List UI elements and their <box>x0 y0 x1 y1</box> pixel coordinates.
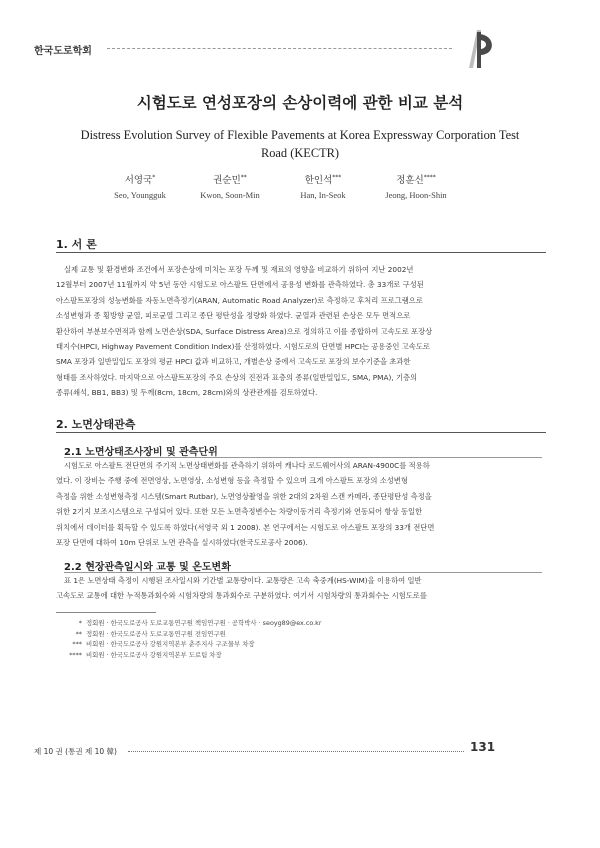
author-name-en: Jeong, Hoon-Shin <box>385 190 447 200</box>
text-line: 시험도로 아스팔트 전단면의 주기적 노면상태변화를 관측하기 위하여 캐나다 로드웨어사의 ARAN-4900C를 적용하 <box>64 461 430 470</box>
section-rule <box>56 252 546 253</box>
journal-logo-icon <box>455 28 497 70</box>
page-number: 131 <box>470 740 496 754</box>
text-line: 였다. 이 장비는 주행 중에 전면영상, 노면영상, 소성변형 등을 측정할 수 있으며 크게 아스팔트 포장의 소성변형 <box>56 476 408 486</box>
subsection1-paragraph <box>56 458 546 550</box>
text-line: 측정을 위한 소성변형측정 시스템(Smart Rutbar), 노면영상촬영을 위한 2대의 2차원 스캔 카메라, 종단평탄성 측정을 <box>56 491 432 501</box>
footnotes <box>60 618 322 660</box>
author-name-ko: 한인석 <box>304 175 333 186</box>
author-name-en: Kwon, Soon-Min <box>200 190 260 200</box>
author-4 <box>356 172 476 200</box>
footnote-text: 정회원 · 한국도로공사 도로교통연구원 전임연구원 <box>86 629 226 638</box>
paper-title-en <box>50 126 550 162</box>
subsection-heading-equipment: 2.1 노면상태조사장비 및 관측단위 <box>64 447 218 458</box>
text-line: 위치에서 데이터를 획득할 수 있도록 하였다(서영국 외 1 2008). 본 연구에서는 시험도로 아스팔트 포장의 33개 전단면 <box>56 522 435 532</box>
title-en-line: Road (KECTR) <box>260 146 340 160</box>
text-line: 고속도로 교통에 대한 누적통과회수와 시험차량의 통과회수로 구분하였다. 여기서 시험차량의 통과회수는 시험도로를 <box>56 591 427 601</box>
section-heading-surface-survey: 2. 노면상태관측 <box>56 418 136 431</box>
footnote-mark: **** <box>69 650 82 659</box>
paper-title-ko: 시험도로 연성포장의 손상이력에 관한 비교 분석 <box>136 94 464 112</box>
text-line: 표 1은 노면상태 측정이 시행된 조사일시와 기간별 교통량이다. 교통량은 고속 축중계(HS-WIM)을 이용하여 일반 <box>64 576 422 585</box>
footer-rule <box>128 751 464 752</box>
section-rule <box>56 432 546 433</box>
footnote-mark: * <box>78 619 82 627</box>
author-mark: * <box>152 173 156 181</box>
text-line: 소성변형과 종 횡방향 균열, 피로균열 그리고 종단 평탄성을 정량화 하였다. 균열과 관련된 손상은 모두 면적으로 <box>56 311 411 321</box>
text-line: SMA 포장과 일반밀입도 포장의 평균 HPCI 값과 비교하고, 개별손상 중에서 고속도로 포장의 보수기준을 초과한 <box>56 357 411 367</box>
text-line: 12월부터 2007년 11월까지 약 5년 동안 시험도로 아스팔트 단면에서 공용성 변화를 관측하였다. 총 33개로 구성된 <box>56 280 424 290</box>
text-line: 태지수(HPCI, Highway Pavement Condition Index)를 산정하였다. 시험도로의 단면별 HPCI는 공용중인 고속도로 <box>56 342 430 352</box>
author-name-ko: 서영국 <box>124 175 153 186</box>
section1-paragraph <box>56 262 546 401</box>
author-name-ko: 권순민 <box>213 175 241 186</box>
author-mark: **** <box>423 173 436 181</box>
text-line: 아스팔트포장의 성능변화를 자동노면측정기(ARAN, Automatic Road Analyzer)로 측정하고 후처리 프로그램으로 <box>56 295 423 305</box>
header-rule <box>107 48 452 49</box>
footnote-text: 정회원 · 한국도로공사 도로교통연구원 책임연구원 · 공학박사 · seoyg89@ex.co.kr <box>86 619 322 627</box>
footnote <box>60 639 322 650</box>
footnote-rule <box>56 612 156 613</box>
author-mark: *** <box>332 173 342 181</box>
footnote-mark: ** <box>75 629 82 638</box>
footnote <box>60 618 322 629</box>
author-name-ko: 정훈신 <box>396 175 424 186</box>
header-society: 한국도로학회 <box>34 46 92 57</box>
text-line: 실제 교통 및 환경변화 조건에서 포장손상에 미치는 포장 두께 및 재료의 영향을 비교하기 위하여 지난 2002년 <box>64 265 414 274</box>
section-heading-introduction: 1. 서 론 <box>56 238 97 251</box>
footnote <box>60 650 322 661</box>
author-mark: ** <box>240 173 247 181</box>
text-line: 환산하여 부분보수면적과 함께 노면손상(SDA, Surface Distress Area)으로 정의하고 이를 종합하여 고속도로 포장상 <box>56 326 433 336</box>
author-name-en: Han, In-Seok <box>300 190 346 200</box>
subsection-heading-field-survey: 2.2 현장관측일시와 교통 및 온도변화 <box>64 562 231 573</box>
text-line: 형태를 조사하였다. 마지막으로 아스팔트포장의 주요 손상의 진전과 표층의 종류(일반밀입도, SMA, PMA), 기층의 <box>56 372 418 382</box>
text-line: 포장 단면에 대하여 10m 단위로 노면 관측을 실시하였다(한국도로공사 2006). <box>56 538 308 548</box>
title-en-line: Distress Evolution Survey of Flexible Pavements at Korea Expressway Corporation Test <box>80 128 520 142</box>
footnote-mark: *** <box>72 640 82 649</box>
footer-volume: 제 10 권 (통권 제 10 韓) <box>34 747 117 756</box>
text-line: 위한 2기지 보조시스템으로 구성되어 있다. 또한 모든 노면측정변수는 차량이동거리 측정기와 연동되어 항상 동일한 <box>56 507 423 517</box>
footnote-text: 비회원 · 한국도로공사 강원지역본부 도로팀 차장 <box>86 650 222 659</box>
footnote-text: 비회원 · 한국도로공사 강원지역본부 춘주지사 구조물부 차장 <box>86 640 255 649</box>
author-name-en: Seo, Youngguk <box>114 190 166 200</box>
footnote <box>60 629 322 640</box>
text-line: 종류(쇄석, BB1, BB3) 및 두께(8cm, 18cm, 28cm)와의 상관관계를 검토하였다. <box>56 388 318 398</box>
subsection2-paragraph <box>56 573 546 604</box>
